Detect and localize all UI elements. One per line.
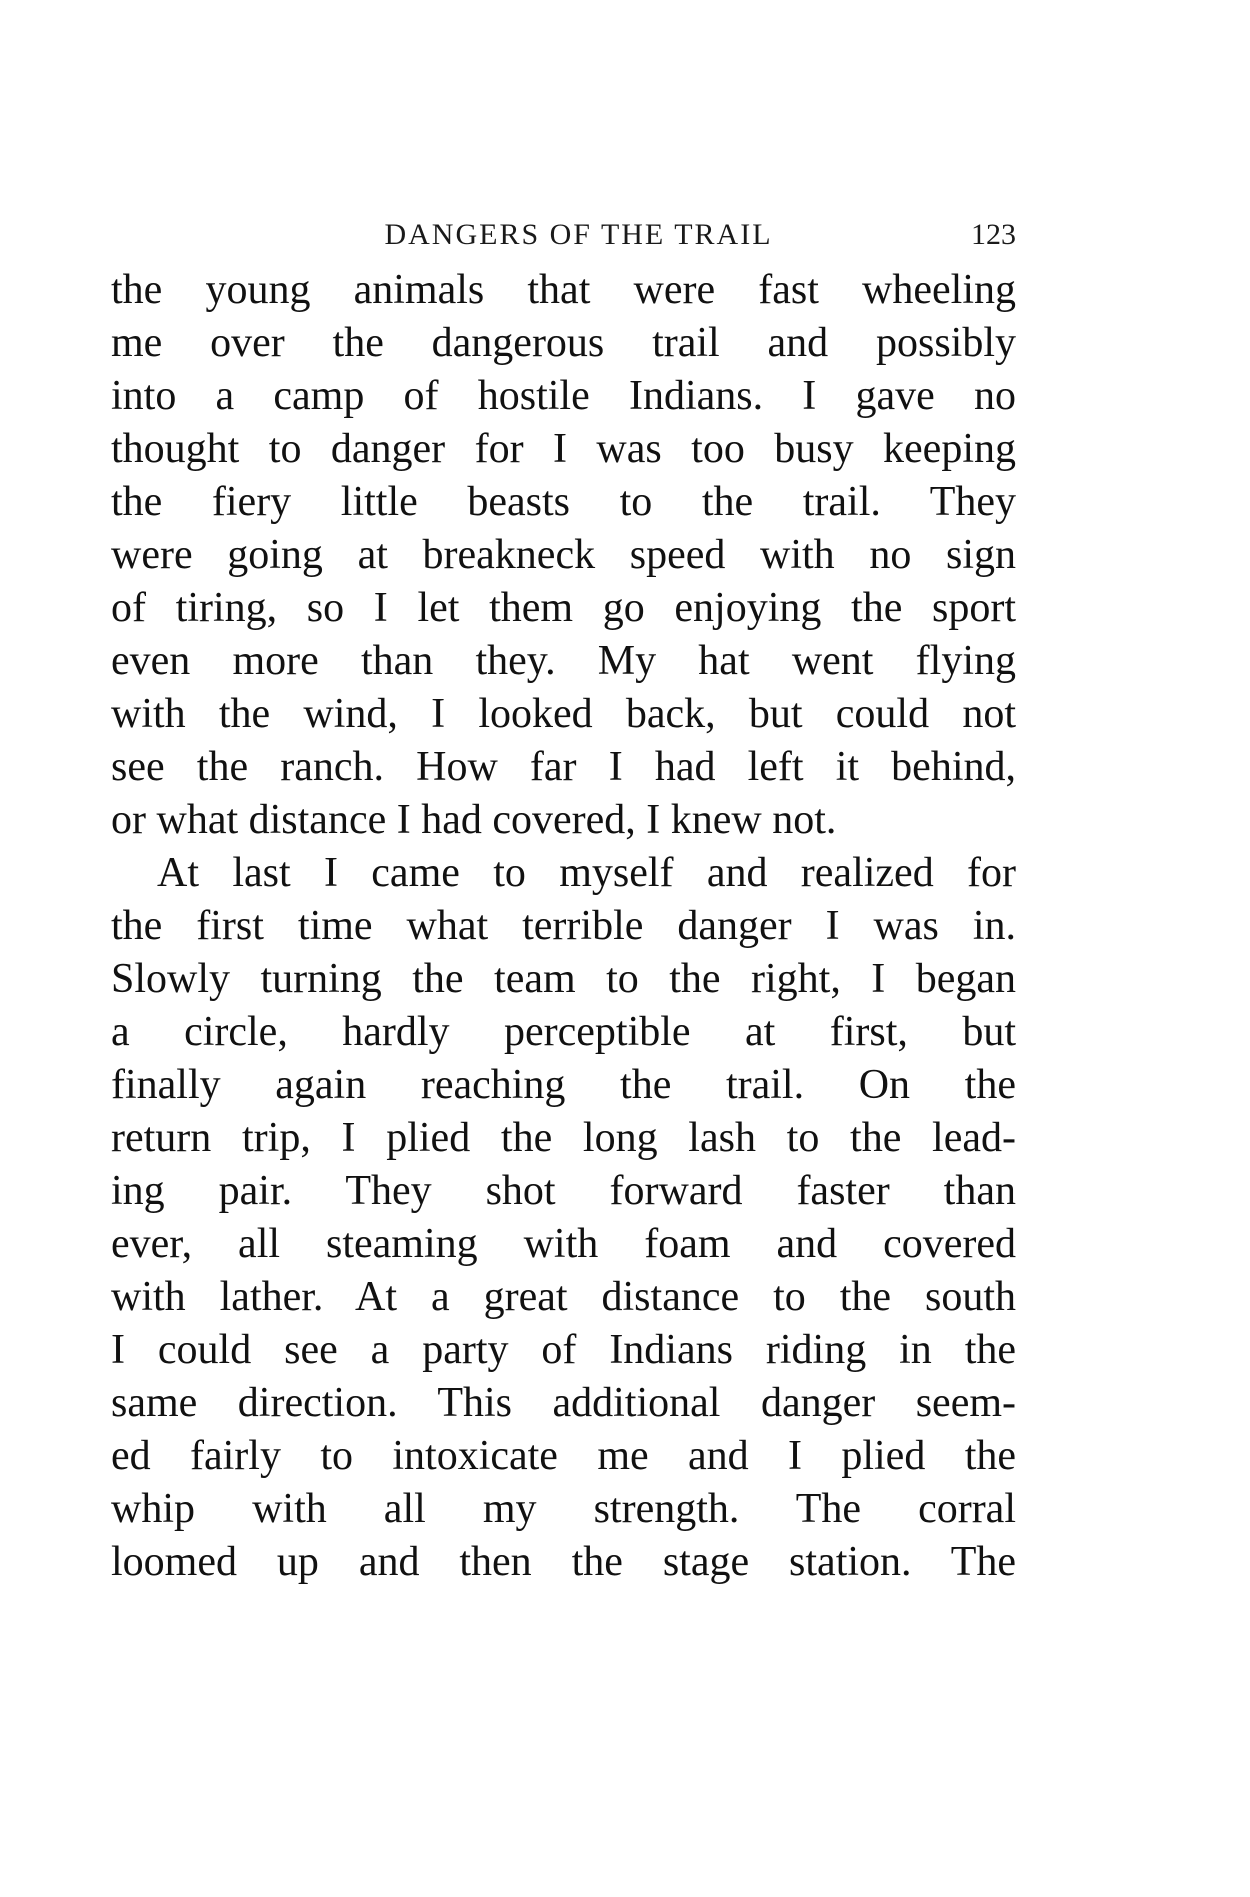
text-line: whip with all my strength. The corral: [111, 1486, 1016, 1532]
text-line: thought to danger for I was too busy keeping: [111, 426, 1016, 472]
text-line: ing pair. They shot forward faster than: [111, 1168, 1016, 1214]
text-line: Slowly turning the team to the right, I began: [111, 956, 1016, 1002]
text-line: loomed up and then the stage station. The: [111, 1539, 1016, 1585]
text-line: with lather. At a great distance to the south: [111, 1274, 1016, 1320]
text-line: ever, all steaming with foam and covered: [111, 1221, 1016, 1267]
running-head: [111, 218, 1016, 258]
text-line: the young animals that were fast wheeling: [111, 267, 1016, 313]
text-line: At last I came to myself and realized for: [157, 850, 1016, 896]
text-line: finally again reaching the trail. On the: [111, 1062, 1016, 1108]
text-line: the first time what terrible danger I was in.: [111, 903, 1016, 949]
text-line: a circle, hardly perceptible at first, but: [111, 1009, 1016, 1055]
text-line: me over the dangerous trail and possibly: [111, 320, 1016, 366]
text-line: were going at breakneck speed with no sign: [111, 532, 1016, 578]
text-line: the fiery little beasts to the trail. They: [111, 479, 1016, 525]
text-line: see the ranch. How far I had left it behind,: [111, 744, 1016, 790]
paragraph-2: [111, 847, 1016, 1589]
text-line: or what distance I had covered, I knew not.: [111, 797, 837, 843]
text-line: even more than they. My hat went flying: [111, 638, 1016, 684]
text-line: same direction. This additional danger seem-: [111, 1380, 1016, 1426]
running-title: DANGERS OF THE TRAIL: [384, 218, 773, 251]
body-text: [111, 264, 1016, 1589]
text-line: return trip, I plied the long lash to the lead-: [111, 1115, 1016, 1161]
text-line: I could see a party of Indians riding in the: [111, 1327, 1016, 1373]
text-line: of tiring, so I let them go enjoying the sport: [111, 585, 1016, 631]
page-number: 123: [971, 218, 1016, 251]
text-line: ed fairly to intoxicate me and I plied the: [111, 1433, 1016, 1479]
paragraph-1: [111, 264, 1016, 847]
text-line: with the wind, I looked back, but could not: [111, 691, 1016, 737]
text-line: into a camp of hostile Indians. I gave no: [111, 373, 1016, 419]
